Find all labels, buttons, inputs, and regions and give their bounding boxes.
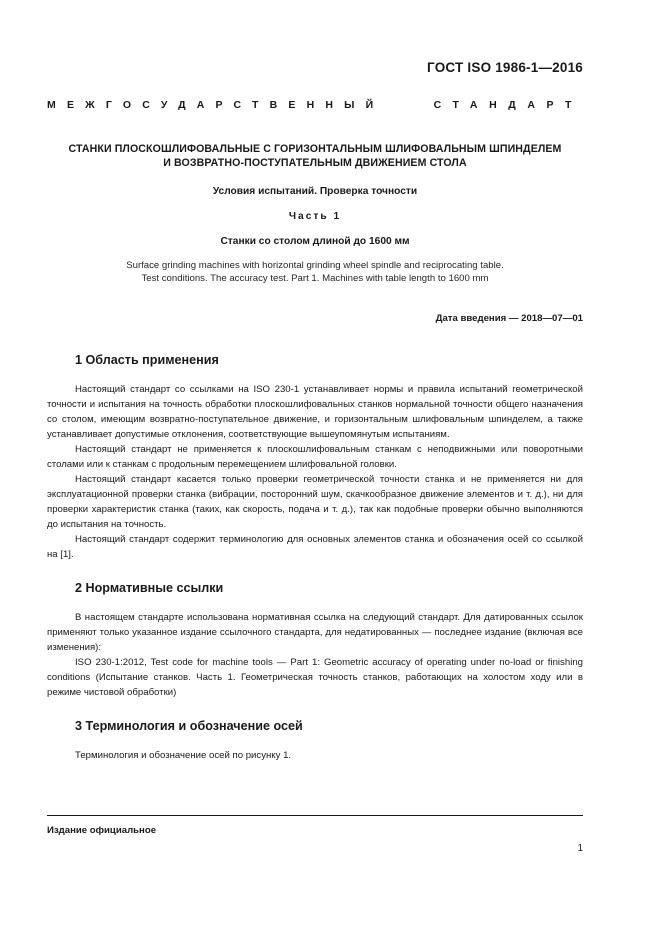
section-2-title: 2 Нормативные ссылки [75,581,224,595]
interstate-word: МЕЖГОСУДАРСТВЕННЫЙ [47,99,385,111]
part-title: Станки со столом длиной до 1600 мм [220,236,410,247]
document-subtitle: Условия испытаний. Проверка точности [212,186,418,197]
official-edition-label: Издание официальное [47,825,157,836]
standard-word: СТАНДАРТ [433,99,583,111]
title-line-1: СТАНКИ ПЛОСКОШЛИФОВАЛЬНЫЕ С ГОРИЗОНТАЛЬНЫМ ШЛИФОВАЛЬНЫМ ШПИНДЕЛЕМ [68,143,562,155]
english-title-line-1: Surface grinding machines with horizontal grinding wheel spindle and reciprocating table. [126,260,504,271]
section-1-paragraph: Настоящий стандарт не применяется к плоскошлифовальным станкам с неподвижными или поворотными столами или к станкам с продольным перемещением шлифовальной головки. [47,444,583,470]
english-title-line-2: Test conditions. The accuracy test. Part 1. Machines with table length to 1600 mm [141,273,489,284]
document-body [47,352,583,763]
standard-code: ГОСТ ISO 1986-1—2016 [427,60,583,75]
page-number: 1 [577,843,583,854]
english-title [47,259,583,285]
footer-divider [47,815,583,816]
section-3-paragraph: Терминология и обозначение осей по рисунку 1. [75,750,292,761]
section-1-paragraph: Настоящий стандарт содержит терминологию для основных элементов станка и обозначения осей со ссылкой на [1]. [47,534,583,560]
title-block [47,143,583,285]
section-1-paragraph: Настоящий стандарт со ссылками на ISO 230-1 устанавливает нормы и правила испытаний геометрической точности и испытания на точность обработки плоскошлифовальных станков нормальной точности общего назначения со столом, имеющим возвратно-поступательное движение, и горизонтальным шлифовальным шпинделем, а также устанавливает допустимые отклонения, соответствующие вышеупомянутым испытаниям. [47,384,583,440]
introduction-date: Дата введения — 2018—07—01 [435,313,583,324]
part-label: Часть 1 [288,211,342,222]
section-1-paragraph: Настоящий стандарт касается только проверки геометрической точности станка и не применяется ни для эксплуатационной проверки станка (вибрации, посторонний шум, скачкообразное движение элементов и т. д.), ни для проверки характеристик станка (таких, как скорость, подача и т. д.), так как подобные проверки обычно выполняются до испытания на точность. [47,474,583,530]
title-line-2: И ВОЗВРАТНО-ПОСТУПАТЕЛЬНЫМ ДВИЖЕНИЕМ СТОЛА [163,156,467,169]
section-1-title: 1 Область применения [75,353,219,367]
section-2-paragraph: В настоящем стандарте использована нормативная ссылка на следующий стандарт. Для датированных ссылок применяют только указанное издание ссылочного стандарта, для недатированных — последнее издание (включая все изменения): [47,612,583,653]
normative-reference: ISO 230-1:2012, Test code for machine tools — Part 1: Geometric accuracy of operating under no-load or finishing conditions (Испытание станков. Часть 1. Геометрическая точность станков, работающих на холостом ходу или в режиме чистовой обработки) [47,657,583,698]
section-3-title: 3 Терминология и обозначение осей [75,719,303,733]
interstate-standard-banner [47,98,583,112]
document-title [47,143,583,170]
